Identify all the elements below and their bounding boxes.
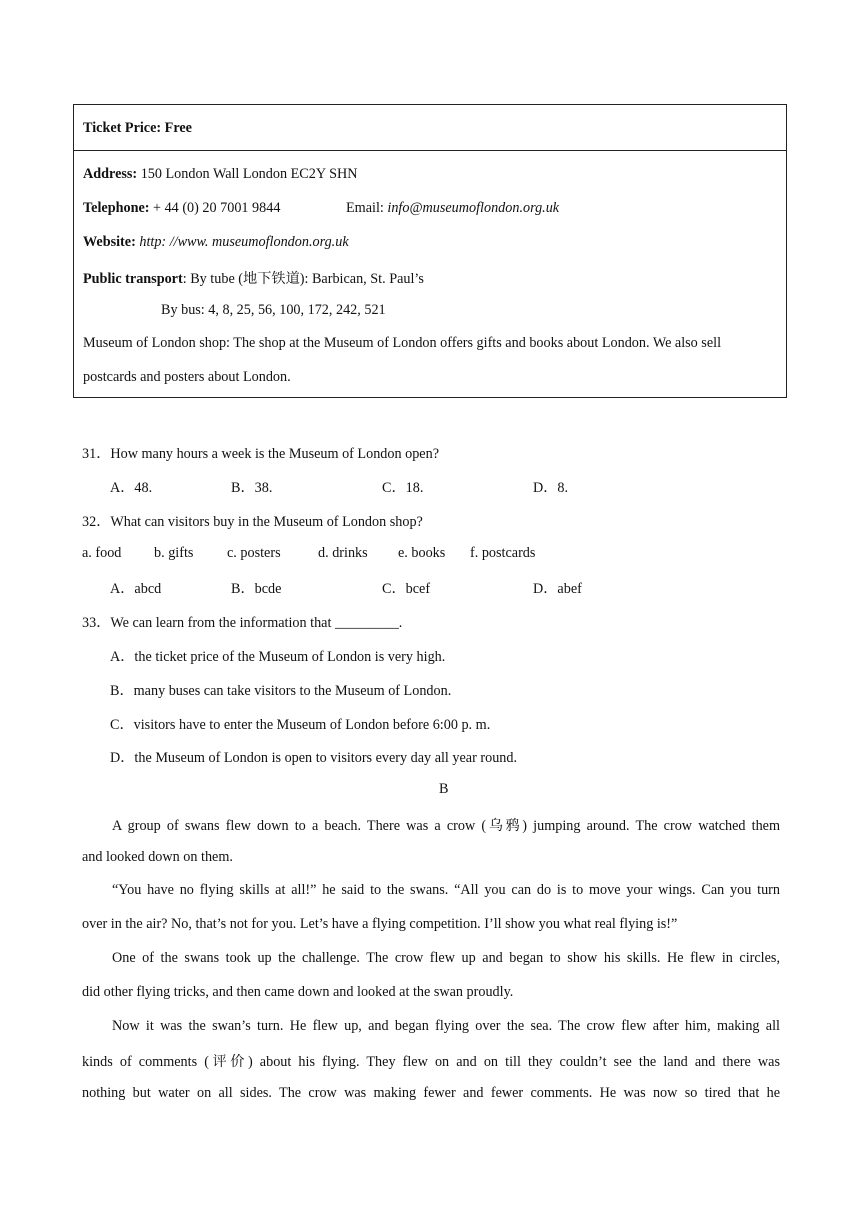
shop-line-1: Museum of London shop: The shop at the Museum of London offers gifts and books about London. We also sell <box>83 335 722 351</box>
email-line <box>346 200 559 217</box>
passage-line: A group of swans flew down to a beach. There was a crow (乌鸦) jumping around. The crow watched them <box>112 818 780 834</box>
q33-option-a: A．the ticket price of the Museum of London is very high. <box>110 649 446 665</box>
telephone-line <box>83 200 280 217</box>
telephone-value: + 44 (0) 20 7001 9844 <box>149 200 281 216</box>
passage-line: over in the air? No, that’s not for you. Let’s have a flying competition. I’ll show you what real flying is!” <box>82 916 678 932</box>
q32-option-c: C．bcef <box>382 581 431 597</box>
q31-option-c: C．18. <box>382 480 424 496</box>
address-value: 150 London Wall London EC2Y SHN <box>137 166 358 182</box>
q33-option-b: B．many buses can take visitors to the Museum of London. <box>110 683 452 699</box>
q32-item: c. posters <box>227 545 281 561</box>
transport-bus: By bus: 4, 8, 25, 56, 100, 172, 242, 521 <box>161 302 386 318</box>
ticket-price: Ticket Price: Free <box>83 120 192 136</box>
telephone-label: Telephone: <box>83 200 150 216</box>
website-label: Website: <box>83 234 136 250</box>
q32-item: f. postcards <box>470 545 536 561</box>
passage-line: One of the swans took up the challenge. The crow flew up and began to show his skills. He flew in circles, <box>112 950 780 966</box>
website-line <box>83 234 349 251</box>
q33-option-c: C．visitors have to enter the Museum of London before 6:00 p. m. <box>110 717 491 733</box>
question-32-stem: 32．What can visitors buy in the Museum of London shop? <box>82 514 423 530</box>
address-label: Address: <box>83 166 138 182</box>
q32-item: a. food <box>82 545 122 561</box>
q31-option-b: B．38. <box>231 480 273 496</box>
address-line <box>83 166 357 183</box>
q32-item: d. drinks <box>318 545 368 561</box>
q32-item: e. books <box>398 545 446 561</box>
passage-line: Now it was the swan’s turn. He flew up, and began flying over the sea. The crow flew after him, making all <box>112 1018 780 1034</box>
email-label: Email: <box>346 200 388 216</box>
museum-info-table <box>73 104 787 398</box>
ticket-price-row <box>74 105 786 151</box>
transport-label: Public transport <box>83 271 183 287</box>
transport-line <box>83 268 424 288</box>
q31-option-d: D．8. <box>533 480 569 496</box>
q33-option-d: D．the Museum of London is open to visitors every day all year round. <box>110 750 518 766</box>
passage-line: “You have no flying skills at all!” he said to the swans. “All you can do is to move your wings. Can you turn <box>112 882 780 898</box>
q32-option-a: A．abcd <box>110 581 162 597</box>
question-33-stem: 33．We can learn from the information that _________. <box>82 615 403 631</box>
q31-option-a: A．48. <box>110 480 153 496</box>
q32-item: b. gifts <box>154 545 194 561</box>
website-value: http: //www. museumoflondon.org.uk <box>135 234 349 250</box>
passage-line: kinds of comments (评价) about his flying. They flew on and on till they couldn’t see the land and there was <box>82 1054 780 1070</box>
email-value: info@museumoflondon.org.uk <box>387 200 560 216</box>
passage-line: nothing but water on all sides. The crow was making fewer and fewer comments. He was now so tired that he <box>82 1085 780 1101</box>
transport-tube: : By tube (地下铁道): Barbican, St. Paul’s <box>182 271 424 287</box>
passage-line: did other flying tricks, and then came down and looked at the swan proudly. <box>82 984 514 1000</box>
passage-line: and looked down on them. <box>82 849 233 865</box>
question-31-stem: 31．How many hours a week is the Museum of London open? <box>82 446 439 462</box>
q32-option-d: D．abef <box>533 581 582 597</box>
shop-line-2: postcards and posters about London. <box>83 369 291 385</box>
section-label: B <box>439 781 449 797</box>
q32-option-b: B．bcde <box>231 581 282 597</box>
